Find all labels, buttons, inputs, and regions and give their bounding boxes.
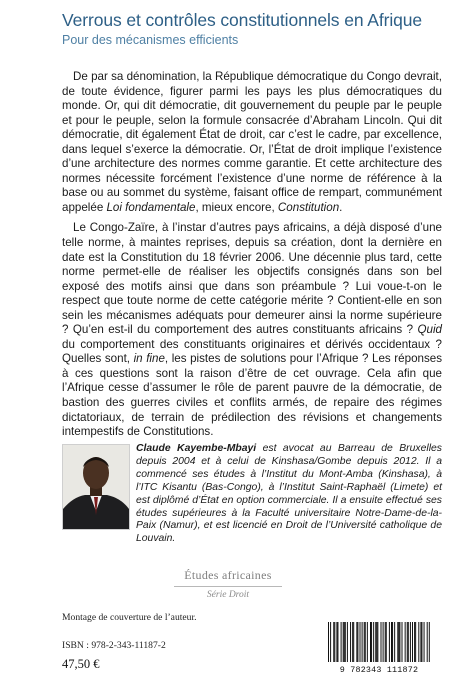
p1-emphasis-1: Loi fondamentale xyxy=(106,200,196,214)
summary-paragraph-2 xyxy=(62,221,442,439)
p2-emphasis-1: Quid xyxy=(417,323,442,337)
p1-text-a: De par sa dénomination, la République démocratique du Congo devrait, de toute évidence, figurer parmi les pays les plus démocratiques du monde. Or, qui dit démocratie, dit gouvernement du peuple par le peuple et pour le peuple, selon la formule consacrée d’Abraham Lincoln. Qui dit démocratie, dit également État de droit, car c’est le cadre, par excellence, dans lequel s’exerce la démocratie. Or, l’État de droit implique l’existence d’une architecture des normes comme garantie. Et cette architecture des normes nécessite forcément l’existence d’une norme de référence à la base ou au sommet du système, faisant office de rempart, communément appelée xyxy=(62,70,442,214)
book-title: Verrous et contrôles constitutionnels en Afrique xyxy=(62,10,423,30)
isbn-label: ISBN : 978-2-343-11187-2 xyxy=(62,640,166,651)
author-name: Claude Kayembe-Mbayi xyxy=(136,443,257,454)
p2-text-b: du comportement des constituants originaires et dérivés occidentaux ? Quelles sont, xyxy=(62,337,442,366)
book-subtitle: Pour des mécanismes efficients xyxy=(62,33,239,47)
author-portrait-image xyxy=(63,445,129,529)
barcode-digits: 9 782343 111872 xyxy=(339,665,419,675)
author-photo xyxy=(62,444,130,530)
series-divider xyxy=(174,586,282,587)
p1-text-b: , mieux encore, xyxy=(195,200,278,214)
price-label: 47,50 € xyxy=(62,657,100,671)
p2-text-c: , les pistes de solutions pour l’Afrique ? Les réponses à ces questions sont la raison d’être de cet ouvrage. Cela afin que l’Afrique cesse d’assumer le rôle de parent pauvre de la démocratie, de bastion des guerres civiles et conflits armés, de repaire des régimes dictatoriaux, de terrain de prédilection des révisions et changements intempestifs de Constitutions. xyxy=(62,352,443,439)
p1-emphasis-2: Constitution xyxy=(277,200,340,214)
series-logo xyxy=(162,568,294,600)
series-name: Études africaines xyxy=(184,568,272,582)
back-cover-summary xyxy=(62,70,442,446)
p1-text-c: . xyxy=(339,200,343,214)
author-bio-text: est avocat au Barreau de Bruxelles depuis 2004 et à celui de Kinshasa/Gombe depuis 2012. Il a commencé ses études à l’Institut du Mont-Amba (Kinshasa), à l’ITC Kisantu (Bas-Congo), à l’Institut Saint-Raphaël (Limete) et est diplômé d’État en option commerciale. Il a ensuite effectué ses études supérieures à la Faculté universitaire Notre-Dame-de-la-Paix (Namur), et est licencié en Droit de l’Université catholique de Louvain. xyxy=(136,443,442,545)
p2-emphasis-2: in fine xyxy=(133,352,165,366)
summary-paragraph-1 xyxy=(62,70,442,215)
isbn-barcode xyxy=(318,620,440,676)
series-subtitle: Série Droit xyxy=(206,590,250,600)
author-biography xyxy=(136,443,442,546)
p2-text-a: Le Congo-Zaïre, à l’instar d’autres pays africains, a déjà disposé d’une telle norme, à maintes reprises, depuis sa création, dont la dernière en date est la Constitution du 18 février 2006. Une décennie plus tard, cette norme permet-elle de réaliser les objectifs consignés dans son bel exposé des motifs ainsi que dans son préambule ? Lui voue-t-on le respect que toute norme de cette catégorie mérite ? Contient-elle en son sein les mécanismes adéquats pour demeurer ainsi la norme supérieure ? Qu’en est-il du comportement des autres constituants africains ? xyxy=(62,221,442,337)
barcode-bars xyxy=(328,622,430,664)
cover-credit: Montage de couverture de l’auteur. xyxy=(62,612,197,623)
